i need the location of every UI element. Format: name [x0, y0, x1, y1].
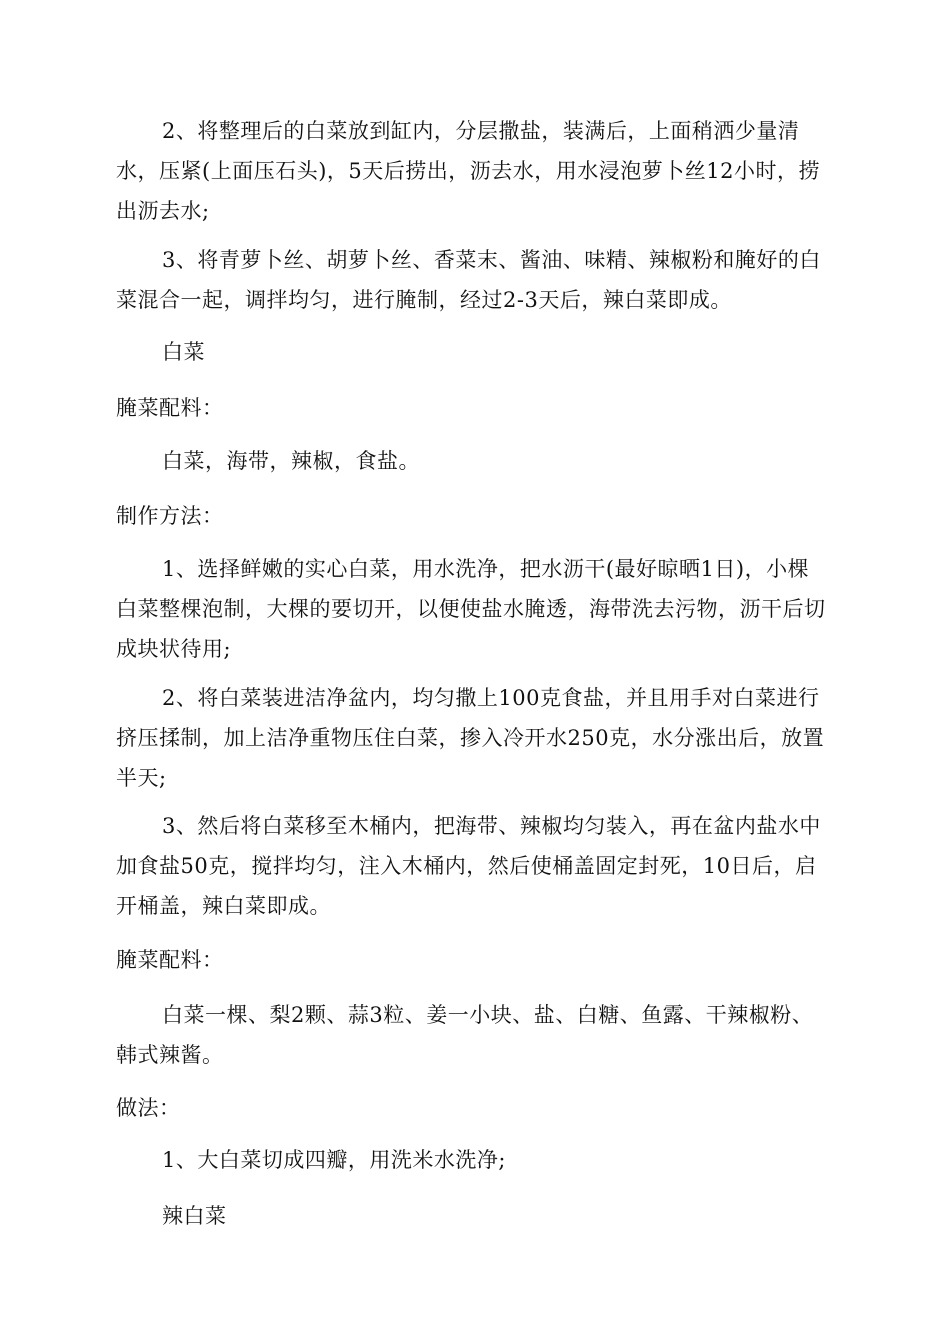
ingredients-list: 白菜，海带，辣椒，食盐。 [162, 449, 420, 473]
ingredients-list-2: 白菜一棵、梨2颗、蒜3粒、姜一小块、盐、白糖、鱼露、干辣椒粉、韩式辣酱。 [116, 1003, 814, 1067]
recipe-heading: 做法： [116, 1096, 181, 1120]
step-2-paragraph: 2、将整理后的白菜放到缸内，分层撒盐，装满后，上面稍洒少量清水，压紧(上面压石头)，5天后捞出，沥去水，用水浸泡萝卜丝12小时，捞出沥去水; [116, 119, 820, 223]
method-step-1: 1、选择鲜嫩的实心白菜，用水洗净，把水沥干(最好晾晒1日)，小棵白菜整棵泡制，大棵的要切开，以便使盐水腌透，海带洗去污物，沥干后切成块状待用; [116, 557, 826, 661]
method-step-3: 3、然后将白菜移至木桶内，把海带、辣椒均匀装入，再在盆内盐水中加食盐50克，搅拌均匀，注入木桶内，然后使桶盖固定封死，10日后，启开桶盖，辣白菜即成。 [116, 814, 821, 918]
method-step-2: 2、将白菜装进洁净盆内，均匀撒上100克食盐，并且用手对白菜进行挤压揉制，加上洁净重物压住白菜，掺入冷开水250克，水分涨出后，放置半天; [116, 686, 825, 790]
section-title-labaicai: 辣白菜 [162, 1204, 227, 1228]
ingredients-heading-2: 腌菜配料： [116, 948, 224, 972]
step-3-paragraph: 3、将青萝卜丝、胡萝卜丝、香菜末、酱油、味精、辣椒粉和腌好的白菜混合一起，调拌均匀，进行腌制，经过2-3天后，辣白菜即成。 [116, 248, 821, 312]
method-heading: 制作方法： [116, 504, 224, 528]
section-title-baicai: 白菜 [162, 340, 205, 364]
ingredients-heading: 腌菜配料： [116, 396, 224, 420]
recipe-step-1: 1、大白菜切成四瓣，用洗米水洗净; [162, 1148, 506, 1172]
